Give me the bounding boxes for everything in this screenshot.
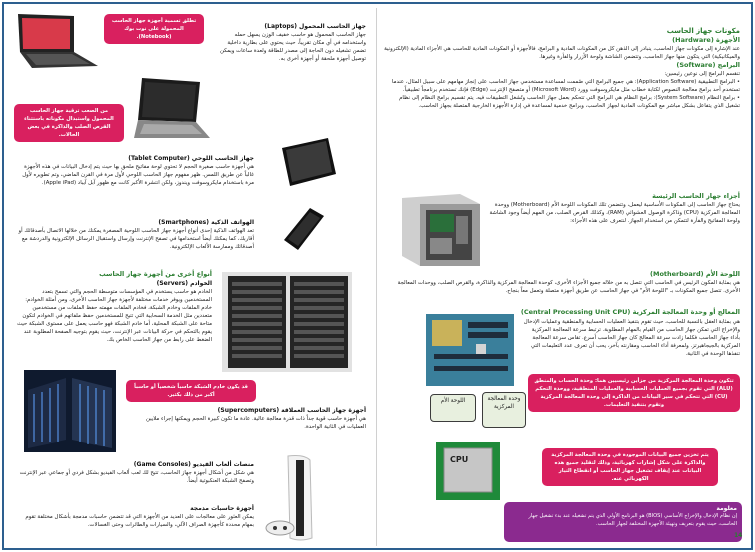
upgrade-callout xyxy=(14,104,124,142)
tablet-section xyxy=(14,154,254,187)
book-spread xyxy=(2,2,753,550)
page-number: 14 xyxy=(734,532,743,539)
hardware-heading: الأجهزة (Hardware) xyxy=(672,36,740,44)
info-box xyxy=(504,502,742,542)
network-callout xyxy=(126,380,256,402)
tablet-text: هي أجهزة حاسب صغيرة الحجم لا تحتوي لوحة مفاتيح ملحق بها حيث يتم إدخال البيانات في هذه الأجهزة غالباً عن طريق اللمس. ظهر مفهوم جهاز الحاسب اللوحي لأول مرة في القرن الماضي، وتم تطويره لأول مرة باستخدام مايكروسوفت ويندوز، ولكن انتشرة الأكبر كانت مع ظهور آبل آيباد (Apple iPad). xyxy=(22,164,254,186)
servers-heading: الخوادم (Servers) xyxy=(156,280,212,287)
alu-callout-text: تتكون وحدة المعالجة المركزية من جزأين رئيسيين هما: وحدة الحساب والمنطق (ALU) التي تقوم بجميع العمليات الحسابية والعمليات المنطقية، ووحدة التحكم (CU) التي تتحكم في سير البيانات من الذاكرة إلى وحدة المعالجة المركزية وتقوم بتنفيذ التعليمات. xyxy=(534,378,734,408)
consoles-section xyxy=(14,460,254,485)
tablet-heading: جهاز الحاسب اللوحي (Tablet Computer) xyxy=(128,155,254,162)
hardware-section xyxy=(384,26,740,110)
cpu-text-block xyxy=(522,318,740,358)
smartphones-section xyxy=(14,218,254,251)
pc-tower-image xyxy=(398,192,484,268)
motherboard-image xyxy=(426,314,514,386)
embedded-heading: أجهزة حاسبات مدمجة xyxy=(190,505,254,512)
tablet-image xyxy=(276,136,340,188)
motherboard-section xyxy=(384,270,740,295)
spine-divider xyxy=(376,8,377,546)
server-rack-image xyxy=(220,270,354,374)
software-intro: تنقسم البرامج إلى نوعين رئيسين: xyxy=(664,71,740,77)
motherboard-heading: اللوحة الأم (Motherboard) xyxy=(650,270,740,278)
info-title: معلومة xyxy=(716,505,737,512)
supercomputers-heading: أجهزة جهاز الحاسب العملاقة (Supercomputers) xyxy=(217,407,366,414)
supercomputers-text: هي أجهزة حاسب قوية جداً ذات قدرة معالجة عالية. عادة ما تكون كبيرة الحجم ويمكنها إجراء ملايين العمليات في الثانية الواحدة. xyxy=(145,416,366,430)
page-title: مكونات جهاز الحاسب xyxy=(666,27,740,35)
laptop-black-image xyxy=(130,76,212,146)
laptop-red-image xyxy=(12,12,100,70)
info-text: إن نظام الإدخال والإخراج الأساسي (BIOS) هو البرنامج الأولي الذي يتم تشغيله عند بدء تشغيل جهاز الحاسب، حيث يقوم بتعريف وتهيئة الأجهزة المختلفة لجهاز الحاسب. xyxy=(528,513,737,527)
mb-label xyxy=(430,394,476,422)
laptops-section xyxy=(214,22,366,63)
storage-callout-text: يتم تخزين جميع البيانات الموجودة في وحدة المعالجة المركزية والذاكرة على شكل إشارات كهربائية، وذلك لتقليد جميع هذه البيانات عند إيقاف تشغيل جهاز الحاسب أو انقطاع التيار الكهربائي عنه. xyxy=(551,452,709,482)
cpu-label xyxy=(482,392,526,428)
laptops-heading: جهاز الحاسب المحمول (Laptops) xyxy=(264,23,366,30)
supercomputer-image xyxy=(24,370,116,452)
cpu-heading: المعالج أو وحدة المعالجة المركزية (Central Processing Unit CPU) xyxy=(520,308,740,316)
software-heading: البرامج (Software) xyxy=(676,61,740,69)
storage-callout xyxy=(542,448,718,486)
embedded-text: يمكن العثور على معالجات على العديد من الأجهزة التي قد تتضمن حاسبات مدمجة بأشكال مختلفة تقوم بمهام محددة كأجهزة الصراف الآلي، والسيارات والطائرات وحتى الغسالات. xyxy=(25,514,254,528)
cpu-chip-label: CPU xyxy=(450,455,469,464)
mb-label-text: اللوحة الأم xyxy=(440,398,466,404)
smartphone-image xyxy=(280,206,328,252)
servers-section xyxy=(14,270,212,344)
motherboard-text: هي بمثابة المكون الرئيس في الحاسب التي تتصل به من خلاله جميع الأجزاء الأخرى، كوحدة المعالجة المركزية والذاكرة، والقرص الصلب، ووحدات المعالجة الأخرى. تتصل جميع المكونات بـ "اللوحة الأم" في جهاز الحاسب عن طريق أجهزة متصلة وتعمل معاً بنجاح. xyxy=(397,280,740,294)
other-types-heading: أنواع أخرى من أجهزة جهاز الحاسب xyxy=(99,270,212,278)
system-software-text: • برامج النظام (System Software): برامج النظام هي البرامج التي تتحكم بعمل جهاز الحاسب وتُشغل التطبيقات فيه. يتم تقسيم برامج النظام إلى نظام تشغيل الذي يتفاعل بشكل مباشر مع المكونات المادية لجهاز الحاسب، وبرامج خدمية لمساعدة في إدارة الأجهزة الخارجية المتصلة بجهاز الحاسب. xyxy=(399,95,740,109)
cpu-text: هي بمثابة العقل بالنسبة للحاسب، حيث تقوم بتنفيذ العمليات الحسابية والمنطقية وعمليات الإدخال والإخراج التي تمكن جهاز الحاسب من القيام بالمهام المطلوبة. ترتبط سرعة المعالجة المركزية بأداء جهاز الحاسب فكلما زادت سرعة المعالج كان جهاز الحاسب أسرع. تقاس سرعة المعالجة المركزية بالجيجاهيرتز. ولمعرفة أداء الحاسب ومقارنته بآخر، يحب أن تعرف عدد التعليمات التي تنفذها الوحدة في الثانية. xyxy=(523,319,740,357)
consoles-heading: منصات ألعاب الفيديو (Game Consoles) xyxy=(133,461,254,468)
main-parts-section xyxy=(488,192,740,225)
upgrade-callout-text: من الصعب ترقية جهاز الحاسب المحمول واستبدال مكوناته باستثناء القرص الصلب والذاكرة في بعض الحالات. xyxy=(24,108,114,138)
application-software-text: • البرامج التطبيقية (Application Software): هي جميع البرامج التي صُممت لمساعدة مستخدمي جهاز الحاسب على إنجاز مهامهم على سبيل المثال، عندما تستخدم أحد برامج معالجة النصوص لكتابة خطاب مثل مايكروسوفت وورد (Microsoft Word) أو متصفح الإنترنت (Edge) فإنك تستخدم برنامجاً تطبيقياً. xyxy=(391,79,740,93)
smartphones-text: تعد الهواتف الذكية إحدى أنواع أجهزة جهاز الحاسب اللوحية المصغرة يمكنك من خلالها الاتصال بأصدقائك أو أقاربك، كما يمكنك أيضاً استخدامها في تصفح الإنترنت وإرسال واستقبال الرسائل الإلكترونية والدردشة مع أصدقائك وممارسة الألعاب الإلكترونية. xyxy=(18,228,254,250)
smartphones-heading: الهواتف الذكية (Smartphones) xyxy=(158,219,254,226)
consoles-text: هي شكل من أشكال أجهزة جهاز الحاسب، تتيح لك لعب ألعاب الفيديو بشكل فردي أو جماعي عبر الإنترنت وتصفح الشبكة العنكبوتية أيضاً. xyxy=(19,470,254,484)
network-callout-text: قد يكون خادم الشبكة حاسباً شخصياً أو حاسباً أكبر من ذلك بكثير. xyxy=(134,384,248,398)
cpu-label-text: وحدة المعالجة المركزية xyxy=(487,396,521,410)
notebook-callout xyxy=(104,14,204,44)
main-parts-heading: أجزاء جهاز الحاسب الرئيسة xyxy=(652,192,740,200)
game-console-image xyxy=(264,452,334,544)
hardware-text: عند الإشارة إلى مكونات جهاز الحاسب، ينبادر إلى الذهن كل من المكونات المادية و البرامج، فالأجهزة أو المكونات المادية للحاسب هي الأجزاء المادية (الإلكترونية والميكانيكية) التي يتكون منها جهاز الحاسب، وتتضمن الشاشة ولوحة الأزرار والفأرة وغيرها. xyxy=(384,46,740,60)
alu-callout xyxy=(528,374,740,412)
servers-text: الخادم هو حاسب يستخدم في المؤسسات متوسطة الحجم والتي تسمح بتعدد المستخدمين ويوفر خدمات مختلفة لأجهزة جهاز الحاسب الأخرى، ومن أمثلة الخوادم: خادم الملفات وخادم الشبكة، فخادم الملفات مهمته حفظ الملفات من مستخدمين متعددين مثل الخدمة السحابية التي تتيح للمستخدمين حفظ ملفاتهم في الخوادم لتكون متاحة على الشبكة المحلية، أما خادم الشبكة فهو حاسب يعمل على مستوى الشبكة حيث يقوم بالتحكم في حركة البيانات عبر الإنترنت، حيث يقوم بتوجيه الصفحة المطلوبة عند الضغط على رابط من جهاز الحاسب الخاص بك. xyxy=(17,289,212,343)
cpu-chip-image xyxy=(434,440,502,502)
notebook-callout-text: تطلق تسمية أجهزة جهاز الحاسب المحمولة على نوت بوك (Notebook). xyxy=(111,18,197,40)
left-page xyxy=(8,8,374,546)
laptops-text: جهاز الحاسب المحمول هو حاسب خفيف الوزن يسهل حمله واستخدامه في أي مكان تقريباً، حيث يحتوي على بطارية داخلية تضمن تشغيله دون الحاجة إلى مصدر للطاقة ولعدة ساعات ويمكن توصيل أجهزة ملحقة أو أجهزة أخرى به. xyxy=(220,32,366,62)
main-parts-text: يحتاج جهاز الحاسب إلى المكونات الأساسية ليعمل، وتتضمن تلك المكونات اللوحة الأم (Motherboard) ووحدة المعالجة المركزية (CPU) وذاكرة الوصول العشوائي (RAM)، وكذلك القرص الصلب، من المهم أيضاً وجود الشاشة ولوحة المفاتيح والفأرة لتتمكن من استخدام الجهاز. لنتعرف على هذه الأجزاء: xyxy=(489,202,740,224)
right-page xyxy=(378,8,750,546)
supercomputers-section xyxy=(126,406,366,431)
embedded-section xyxy=(14,504,254,529)
